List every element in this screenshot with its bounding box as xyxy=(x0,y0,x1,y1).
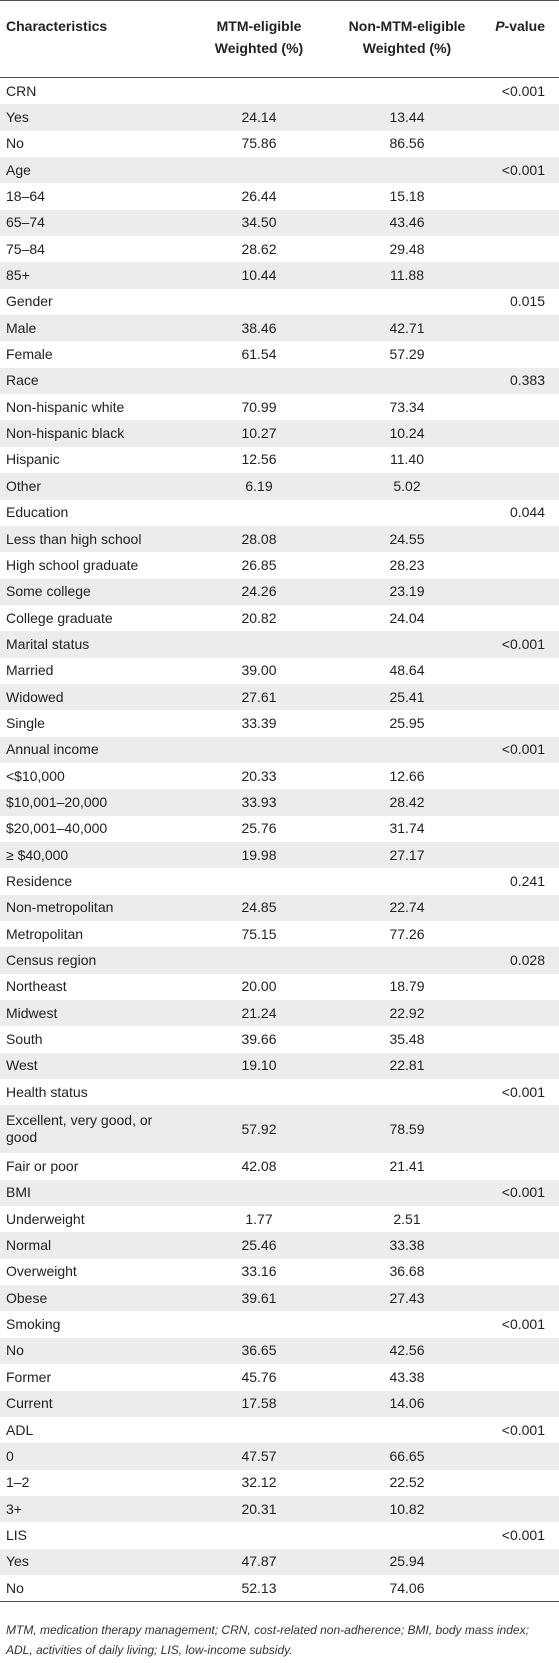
non-mtm-eligible-value: 43.46 xyxy=(389,214,425,231)
row-label: Current xyxy=(6,1395,53,1412)
p-value xyxy=(481,658,559,684)
table-row xyxy=(0,500,559,526)
non-mtm-eligible-value xyxy=(333,947,481,973)
table-row xyxy=(0,1259,559,1285)
header-characteristics-label: Characteristics xyxy=(6,18,108,34)
table-row xyxy=(0,1496,559,1522)
non-mtm-eligible-value: 43.38 xyxy=(389,1368,425,1385)
mtm-eligible-value xyxy=(185,157,333,183)
mtm-eligible-value: 12.56 xyxy=(241,451,277,468)
p-value xyxy=(481,789,559,815)
p-value xyxy=(481,420,559,446)
row-label: $10,001–20,000 xyxy=(6,793,108,810)
mtm-eligible-value xyxy=(185,500,333,526)
non-mtm-eligible-value: 33.38 xyxy=(389,1237,425,1254)
mtm-eligible-value: 33.16 xyxy=(241,1263,277,1280)
header-non-mtm-eligible-line2: Weighted (%) xyxy=(362,40,452,56)
row-label: Former xyxy=(6,1368,52,1385)
row-label: Smoking xyxy=(6,1316,61,1333)
table-row xyxy=(0,1079,559,1105)
mtm-eligible-value xyxy=(185,289,333,315)
row-label: Health status xyxy=(6,1083,88,1100)
row-label: Census region xyxy=(6,952,97,969)
mtm-eligible-value: 39.61 xyxy=(241,1289,277,1306)
mtm-eligible-value: 24.14 xyxy=(241,109,277,126)
p-value: <0.001 xyxy=(501,635,545,652)
mtm-eligible-value: 24.85 xyxy=(241,899,277,916)
row-label: No xyxy=(6,135,24,152)
non-mtm-eligible-value xyxy=(333,1417,481,1443)
non-mtm-eligible-value xyxy=(333,868,481,894)
mtm-eligible-value: 75.86 xyxy=(241,135,277,152)
p-value xyxy=(481,104,559,130)
row-label: Yes xyxy=(6,1553,29,1570)
row-label: ≥ $40,000 xyxy=(6,846,69,863)
table-body xyxy=(0,78,559,1602)
table-row xyxy=(0,763,559,789)
table-row xyxy=(0,473,559,499)
non-mtm-eligible-value: 22.52 xyxy=(389,1474,425,1491)
row-label: Hispanic xyxy=(6,451,60,468)
p-value xyxy=(481,1338,559,1364)
non-mtm-eligible-value: 57.29 xyxy=(389,346,425,363)
table-row xyxy=(0,1232,559,1258)
mtm-eligible-value: 27.61 xyxy=(241,688,277,705)
row-label: Non-hispanic white xyxy=(6,398,125,415)
mtm-eligible-value xyxy=(185,737,333,763)
mtm-eligible-value: 10.27 xyxy=(241,425,277,442)
non-mtm-eligible-value xyxy=(333,289,481,315)
table-row xyxy=(0,842,559,868)
non-mtm-eligible-value: 15.18 xyxy=(389,188,425,205)
p-value xyxy=(481,763,559,789)
non-mtm-eligible-value xyxy=(333,1079,481,1105)
p-value xyxy=(481,1026,559,1052)
mtm-eligible-value xyxy=(185,1180,333,1206)
table-row xyxy=(0,183,559,209)
non-mtm-eligible-value: 24.55 xyxy=(389,530,425,547)
row-label: Northeast xyxy=(6,978,67,995)
non-mtm-eligible-value: 23.19 xyxy=(389,583,425,600)
p-value: 0.044 xyxy=(509,504,545,521)
p-value: <0.001 xyxy=(501,1316,545,1333)
p-value xyxy=(481,262,559,288)
table-row xyxy=(0,947,559,973)
p-value xyxy=(481,895,559,921)
mtm-eligible-value: 10.44 xyxy=(241,267,277,284)
table-row xyxy=(0,1417,559,1443)
non-mtm-eligible-value: 36.68 xyxy=(389,1263,425,1280)
mtm-eligible-value: 6.19 xyxy=(245,477,273,494)
non-mtm-eligible-value xyxy=(333,500,481,526)
table-row xyxy=(0,921,559,947)
mtm-eligible-value: 52.13 xyxy=(185,1575,333,1602)
p-value xyxy=(481,394,559,420)
non-mtm-eligible-value: 11.40 xyxy=(390,451,424,468)
row-label: Female xyxy=(6,346,53,363)
row-label: Obese xyxy=(6,1289,48,1306)
row-label: 3+ xyxy=(6,1500,22,1517)
mtm-eligible-value: 57.92 xyxy=(241,1120,277,1137)
p-value xyxy=(481,341,559,367)
row-label: Annual income xyxy=(6,741,99,758)
mtm-eligible-value xyxy=(185,368,333,394)
p-value xyxy=(481,1496,559,1522)
mtm-eligible-value: 25.76 xyxy=(241,820,277,837)
mtm-eligible-value: 34.50 xyxy=(241,214,277,231)
non-mtm-eligible-value: 42.56 xyxy=(389,1342,425,1359)
mtm-eligible-value xyxy=(185,947,333,973)
table-row xyxy=(0,1470,559,1496)
table-row xyxy=(0,420,559,446)
table-row xyxy=(0,1053,559,1079)
non-mtm-eligible-value xyxy=(333,737,481,763)
row-label: LIS xyxy=(6,1526,28,1543)
p-value xyxy=(481,1053,559,1079)
p-value xyxy=(481,473,559,499)
row-label: Education xyxy=(6,504,69,521)
table-row xyxy=(0,1338,559,1364)
non-mtm-eligible-value: 10.24 xyxy=(389,425,425,442)
non-mtm-eligible-value: 42.71 xyxy=(389,319,425,336)
row-label: Metropolitan xyxy=(6,925,84,942)
table-row xyxy=(0,1443,559,1469)
table-row xyxy=(0,579,559,605)
mtm-eligible-value xyxy=(185,78,333,105)
table-header-row xyxy=(0,1,559,78)
table-row xyxy=(0,1285,559,1311)
table-row xyxy=(0,737,559,763)
row-label: Midwest xyxy=(6,1004,58,1021)
table-row xyxy=(0,684,559,710)
row-label: 1–2 xyxy=(6,1474,30,1491)
non-mtm-eligible-value: 66.65 xyxy=(389,1447,425,1464)
mtm-eligible-value: 39.66 xyxy=(241,1031,277,1048)
header-non-mtm-eligible xyxy=(333,1,481,78)
row-label: Male xyxy=(6,319,37,336)
non-mtm-eligible-value xyxy=(333,1522,481,1548)
non-mtm-eligible-value: 25.94 xyxy=(389,1553,425,1570)
non-mtm-eligible-value: 22.81 xyxy=(389,1057,425,1074)
table-row xyxy=(0,631,559,657)
row-label: No xyxy=(6,1342,24,1359)
non-mtm-eligible-value: 24.04 xyxy=(389,609,425,626)
mtm-eligible-value: 70.99 xyxy=(241,398,277,415)
non-mtm-eligible-value: 14.06 xyxy=(389,1395,425,1412)
row-label: $20,001–40,000 xyxy=(6,820,108,837)
p-value xyxy=(481,974,559,1000)
mtm-eligible-value xyxy=(185,1522,333,1548)
row-label: Marital status xyxy=(6,635,90,652)
table-row xyxy=(0,1364,559,1390)
header-non-mtm-eligible-line1: Non-MTM-eligible xyxy=(348,18,466,34)
mtm-eligible-value: 32.12 xyxy=(241,1474,277,1491)
mtm-eligible-value: 19.98 xyxy=(241,846,277,863)
mtm-eligible-value: 36.65 xyxy=(241,1342,277,1359)
p-value xyxy=(481,605,559,631)
mtm-eligible-value xyxy=(185,1311,333,1337)
row-label: 85+ xyxy=(6,267,30,284)
row-label: South xyxy=(6,1031,43,1048)
table-row xyxy=(0,1153,559,1179)
table-row xyxy=(0,974,559,1000)
mtm-eligible-value: 39.00 xyxy=(241,662,277,679)
p-value: 0.383 xyxy=(509,372,545,389)
non-mtm-eligible-value: 27.17 xyxy=(389,846,425,863)
p-value xyxy=(481,1575,559,1602)
header-mtm-eligible-line2: Weighted (%) xyxy=(214,40,304,56)
p-value: 0.241 xyxy=(509,872,545,889)
p-value: <0.001 xyxy=(501,1421,545,1438)
p-value xyxy=(481,183,559,209)
table-row xyxy=(0,1180,559,1206)
table-row xyxy=(0,1391,559,1417)
mtm-eligible-value: 75.15 xyxy=(241,925,277,942)
p-value xyxy=(481,526,559,552)
non-mtm-eligible-value: 27.43 xyxy=(389,1289,425,1306)
mtm-eligible-value: 25.46 xyxy=(241,1237,277,1254)
mtm-eligible-value: 47.87 xyxy=(241,1553,277,1570)
row-label: Non-metropolitan xyxy=(6,899,114,916)
p-value: <0.001 xyxy=(501,82,545,99)
table-row xyxy=(0,1206,559,1232)
p-value xyxy=(481,710,559,736)
mtm-eligible-value: 45.76 xyxy=(241,1368,277,1385)
row-label: CRN xyxy=(6,82,37,99)
non-mtm-eligible-value: 25.41 xyxy=(389,688,425,705)
mtm-eligible-value: 20.31 xyxy=(241,1500,277,1517)
mtm-eligible-value: 17.58 xyxy=(241,1395,277,1412)
p-value xyxy=(481,1105,559,1153)
row-label: Age xyxy=(6,161,31,178)
p-value xyxy=(481,684,559,710)
p-value: <0.001 xyxy=(501,741,545,758)
p-value: 0.028 xyxy=(509,952,545,969)
row-label: Underweight xyxy=(6,1210,85,1227)
non-mtm-eligible-value: 13.44 xyxy=(389,109,425,126)
mtm-eligible-value: 38.46 xyxy=(241,319,277,336)
non-mtm-eligible-value: 73.34 xyxy=(389,398,425,415)
mtm-eligible-value: 20.33 xyxy=(241,767,277,784)
p-value xyxy=(481,315,559,341)
table-row xyxy=(0,368,559,394)
mtm-eligible-value xyxy=(185,1079,333,1105)
mtm-eligible-value: 33.93 xyxy=(241,793,277,810)
mtm-eligible-value xyxy=(185,631,333,657)
mtm-eligible-value: 42.08 xyxy=(241,1158,277,1175)
non-mtm-eligible-value: 74.06 xyxy=(333,1575,481,1602)
mtm-eligible-value: 61.54 xyxy=(241,346,277,363)
non-mtm-eligible-value: 5.02 xyxy=(393,477,421,494)
table-row xyxy=(0,816,559,842)
mtm-eligible-value: 26.44 xyxy=(241,188,277,205)
row-label: College graduate xyxy=(6,609,113,626)
p-value: 0.015 xyxy=(509,293,545,310)
p-value xyxy=(481,842,559,868)
row-label: West xyxy=(6,1057,38,1074)
p-value: <0.001 xyxy=(501,1083,545,1100)
non-mtm-eligible-value: 12.66 xyxy=(389,767,425,784)
mtm-eligible-value: 47.57 xyxy=(241,1447,277,1464)
mtm-eligible-value: 33.39 xyxy=(241,714,277,731)
p-value xyxy=(481,1285,559,1311)
row-label: Less than high school xyxy=(6,530,142,547)
header-mtm-eligible xyxy=(185,1,333,78)
header-p-italic: P xyxy=(495,18,505,34)
p-value xyxy=(481,1443,559,1469)
table-row xyxy=(0,895,559,921)
mtm-eligible-value: 20.00 xyxy=(241,978,277,995)
row-label: Excellent, very good, or good xyxy=(6,1112,153,1146)
row-label: 65–74 xyxy=(6,214,45,231)
mtm-eligible-value xyxy=(185,868,333,894)
row-label: 0 xyxy=(6,1447,14,1464)
non-mtm-eligible-value: 18.79 xyxy=(389,978,425,995)
non-mtm-eligible-value: 21.41 xyxy=(389,1158,425,1175)
table-row xyxy=(0,236,559,262)
table-row xyxy=(0,131,559,157)
p-value xyxy=(481,816,559,842)
non-mtm-eligible-value xyxy=(333,157,481,183)
row-label: Widowed xyxy=(6,688,64,705)
non-mtm-eligible-value xyxy=(333,368,481,394)
non-mtm-eligible-value: 28.42 xyxy=(389,793,425,810)
p-value xyxy=(481,447,559,473)
non-mtm-eligible-value: 10.82 xyxy=(389,1500,425,1517)
header-p-rest: -value xyxy=(504,18,545,34)
header-mtm-eligible-line1: MTM-eligible xyxy=(216,18,302,34)
mtm-eligible-value: 24.26 xyxy=(241,583,277,600)
p-value: <0.001 xyxy=(501,1184,545,1201)
non-mtm-eligible-value: 28.23 xyxy=(389,556,425,573)
mtm-eligible-value: 28.08 xyxy=(241,530,277,547)
mtm-eligible-value: 19.10 xyxy=(241,1057,277,1074)
non-mtm-eligible-value: 22.74 xyxy=(389,899,425,916)
table-row xyxy=(0,1000,559,1026)
row-label: 75–84 xyxy=(6,240,45,257)
table-row xyxy=(0,78,559,105)
p-value xyxy=(481,1549,559,1575)
non-mtm-eligible-value: 22.92 xyxy=(389,1004,425,1021)
table-row xyxy=(0,1522,559,1548)
header-p-value xyxy=(481,1,559,78)
non-mtm-eligible-value: 2.51 xyxy=(393,1210,421,1227)
row-label: Residence xyxy=(6,872,73,889)
non-mtm-eligible-value: 77.26 xyxy=(389,925,425,942)
p-value xyxy=(481,1000,559,1026)
row-label: Some college xyxy=(6,583,91,600)
table-row xyxy=(0,341,559,367)
non-mtm-eligible-value: 35.48 xyxy=(389,1031,425,1048)
table-footnote: MTM, medication therapy management; CRN, cost-related non-adherence; BMI, body mass index; ADL, activities of daily living; LIS, low-income subsidy. xyxy=(6,1623,529,1657)
table-row xyxy=(0,710,559,736)
header-characteristics xyxy=(0,1,185,78)
p-value xyxy=(481,131,559,157)
row-label: Gender xyxy=(6,293,53,310)
row-label: Yes xyxy=(6,109,29,126)
p-value xyxy=(481,921,559,947)
table-row xyxy=(0,605,559,631)
table-row xyxy=(0,447,559,473)
table-row xyxy=(0,1311,559,1337)
non-mtm-eligible-value: 25.95 xyxy=(389,714,425,731)
table-row xyxy=(0,868,559,894)
table-row xyxy=(0,1549,559,1575)
p-value xyxy=(481,1153,559,1179)
table-row xyxy=(0,394,559,420)
p-value xyxy=(481,1232,559,1258)
table-row xyxy=(0,1575,559,1602)
row-label: Overweight xyxy=(6,1263,77,1280)
table-row xyxy=(0,789,559,815)
row-label: Race xyxy=(6,372,39,389)
mtm-eligible-value: 21.24 xyxy=(241,1004,277,1021)
table-row xyxy=(0,157,559,183)
row-label: Single xyxy=(6,714,45,731)
p-value: <0.001 xyxy=(501,1526,545,1543)
row-label: Normal xyxy=(6,1237,52,1254)
mtm-eligible-value xyxy=(185,1417,333,1443)
table-row xyxy=(0,552,559,578)
non-mtm-eligible-value xyxy=(333,1311,481,1337)
p-value xyxy=(481,210,559,236)
non-mtm-eligible-value xyxy=(333,631,481,657)
mtm-eligible-value: 26.85 xyxy=(241,556,277,573)
non-mtm-eligible-value: 48.64 xyxy=(389,662,425,679)
p-value: <0.001 xyxy=(501,161,545,178)
non-mtm-eligible-value xyxy=(333,1180,481,1206)
table-row xyxy=(0,315,559,341)
row-label: Fair or poor xyxy=(6,1158,79,1175)
table-row xyxy=(0,289,559,315)
row-label: Other xyxy=(6,477,42,494)
p-value xyxy=(481,1364,559,1390)
table-row xyxy=(0,210,559,236)
mtm-eligible-value: 20.82 xyxy=(241,609,277,626)
table-row xyxy=(0,1026,559,1052)
table-row xyxy=(0,262,559,288)
row-label: Non-hispanic black xyxy=(6,425,125,442)
non-mtm-eligible-value xyxy=(333,78,481,105)
non-mtm-eligible-value: 78.59 xyxy=(389,1120,425,1137)
non-mtm-eligible-value: 31.74 xyxy=(389,820,425,837)
non-mtm-eligible-value: 11.88 xyxy=(390,267,424,284)
table-row xyxy=(0,658,559,684)
p-value xyxy=(481,1391,559,1417)
p-value xyxy=(481,552,559,578)
table-row xyxy=(0,104,559,130)
row-label: BMI xyxy=(6,1184,31,1201)
mtm-eligible-value: 1.77 xyxy=(245,1210,273,1227)
table-row xyxy=(0,1105,559,1153)
p-value xyxy=(481,236,559,262)
row-label: <$10,000 xyxy=(6,767,65,784)
row-label: Married xyxy=(6,662,54,679)
row-label: 18–64 xyxy=(6,188,45,205)
row-label: No xyxy=(0,1575,185,1602)
p-value xyxy=(481,579,559,605)
row-label: High school graduate xyxy=(6,556,139,573)
p-value xyxy=(481,1470,559,1496)
non-mtm-eligible-value: 86.56 xyxy=(389,135,425,152)
non-mtm-eligible-value: 29.48 xyxy=(389,240,425,257)
p-value xyxy=(481,1206,559,1232)
row-label: ADL xyxy=(6,1421,34,1438)
table-row xyxy=(0,526,559,552)
mtm-eligible-value: 28.62 xyxy=(241,240,277,257)
p-value xyxy=(481,1259,559,1285)
